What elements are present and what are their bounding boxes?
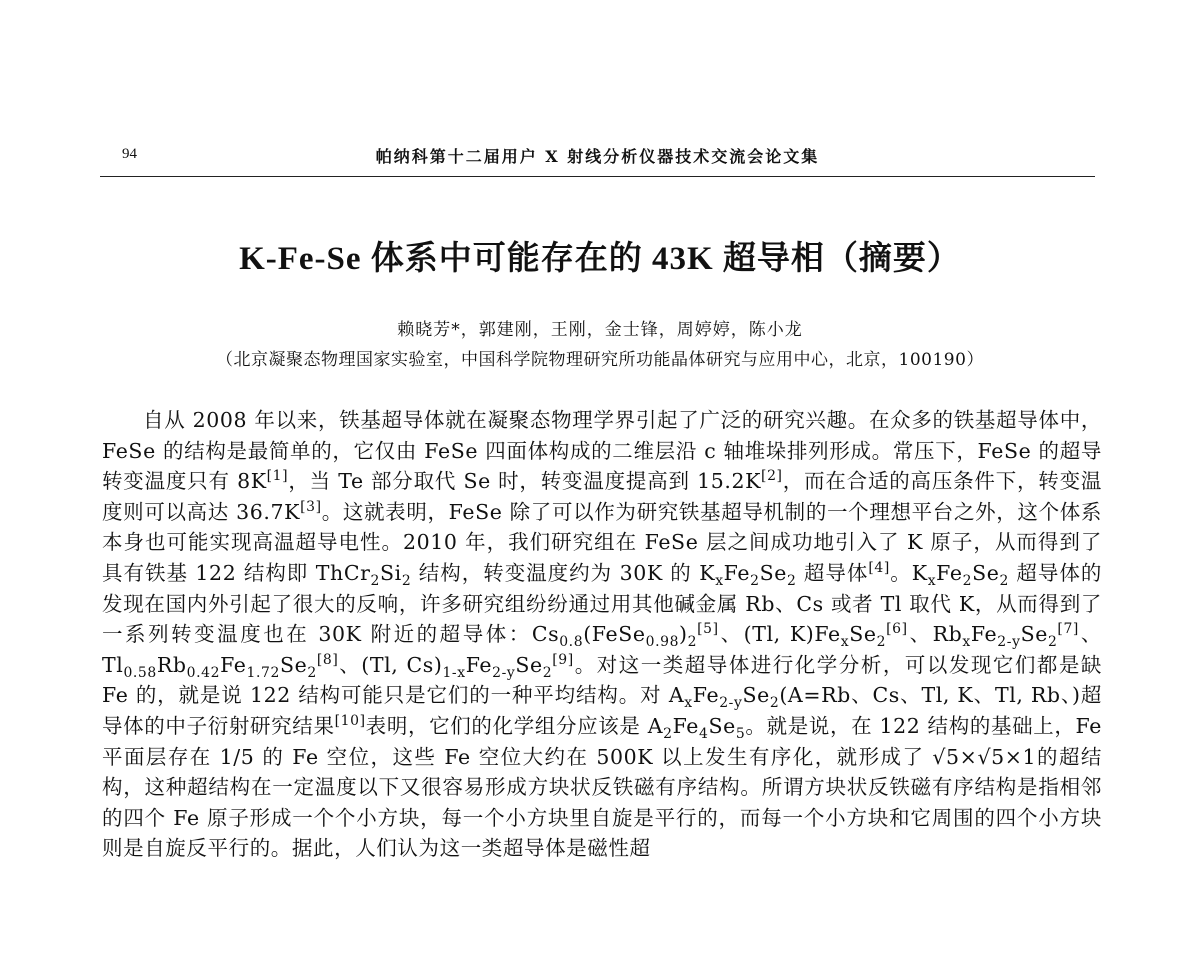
citation-ref: [3]: [300, 498, 322, 515]
citation-ref: [9]: [552, 651, 574, 668]
paper-title: K-Fe-Se 体系中可能存在的 43K 超导相（摘要）: [239, 241, 961, 277]
citation-ref: [10]: [334, 713, 366, 730]
abstract-paragraph: 自从 2008 年以来，铁基超导体就在凝聚态物理学界引起了广泛的研究兴趣。在众多的铁基超导体中，FeSe 的结构是最简单的，它仅由 FeSe 四面体构成的二维层沿 c 轴堆垛排列形成。常压下，FeSe 的超导转变温度只有 8K[1]，当 Te 部分取代 Se 时，转变温度提高到 15.2K[2]，而在合适的高压条件下，转变温度则可以高达 36.7K[3]。这就表明，FeSe 除了可以作为研究铁基超导机制的一个理想平台之外，这个体系本身也可能实现高温超导电性。2010 年，我们研究组在 FeSe 层之间成功地引入了 K 原子，从而得到了具有铁基 122 结构即 $ThCr_2Si_2$ 结构，转变温度约为 30K 的 $K_xFe_2Se_2$ 超导体[4]。$K_xFe_2Se_2$ 超导体的发现在国内外引起了很大的反响，许多研究组纷纷通过用其他碱金属 Rb、Cs 或者 Tl 取代 K，从而得到了一系列转变温度也在 30K 附近的超导体：$Cs_{0.8}(FeSe_{0.98})_2[5]$、(Tl, $K)Fe_xSe_2[6]$、$Rb_xFe_{2-y}Se_2[7]$、$Tl_{0.58}Rb_{0.42}Fe_{1.72}Se_2[8]$、(Tl, $Cs)_{1-x}Fe_{2-y}Se_2[9]$。对这一类超导体进行化学分析，可以发现它们都是缺 Fe 的，就是说 122 结构可能只是它们的一种平均结构。对 $A_xFe_{2-y}Se_2(A=Rb$、Cs、Tl, K、Tl, Rb、)超导体的中子衍射研究结果[10]表明，它们的化学组分应该是 $A_2Fe_4Se_5$。就是说，在 122 结构的基础上，Fe 平面层存在 1/5 的 Fe 空位，这些 Fe 空位大约在 500K 以上发生有序化，就形成了 √5×√5×1的超结构，这种超结构在一定温度以下又很容易形成方块状反铁磁有序结构。所谓方块状反铁磁有序结构是指相邻的四个 Fe 原子形成一个个小方块，每一个小方块里自旋是平行的，而每一个小方块和它周围的四个小方块则是自旋反平行的。据此，人们认为这一类超导体是磁性超: [102, 408, 1103, 861]
citation-ref: [7]: [1057, 621, 1079, 638]
citation-ref: [5]: [697, 621, 719, 638]
citation-ref: [2]: [761, 468, 783, 485]
affiliation: （北京凝聚态物理国家实验室，中国科学院物理研究所功能晶体研究与应用中心，北京，100190）: [216, 350, 984, 370]
author-list: 赖晓芳*，郭建刚，王刚，金士锋，周婷婷，陈小龙: [397, 320, 803, 340]
abstract-body: [102, 405, 1102, 864]
citation-ref: [6]: [886, 621, 908, 638]
citation-ref: [4]: [868, 560, 890, 577]
running-title: 帕纳科第十二届用户 X 射线分析仪器技术交流会论文集: [375, 147, 820, 166]
citation-ref: [1]: [266, 468, 289, 485]
running-header: [100, 140, 1095, 177]
page-number: 94: [122, 146, 137, 162]
citation-ref: [8]: [316, 651, 339, 668]
